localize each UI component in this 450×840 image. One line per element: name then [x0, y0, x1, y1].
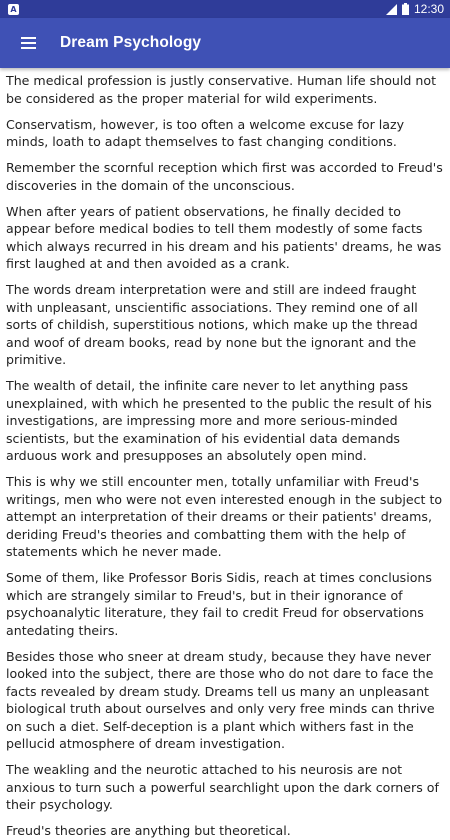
- status-clock: 12:30: [413, 2, 444, 16]
- paragraph: Some of them, like Professor Boris Sidis, reach at times conclusions which are strangely similar to Freud's, but in their ignorance of psychoanalytic literature, they fail to credit Freud for observations antedating theirs.: [6, 570, 432, 638]
- menu-button[interactable]: [0, 18, 56, 68]
- paragraph: The medical profession is justly conservative. Human life should not be considered as the proper material for wild experiments.: [6, 73, 437, 106]
- hamburger-menu-icon: [21, 37, 36, 49]
- paragraph: The wealth of detail, the infinite care never to let anything pass unexplained, with which he presented to the public the result of his investigations, are impressing more and more serious-minded scientists, but the examination of his evidential data demands arduous work and presupposes an absolutely open mind.: [6, 378, 432, 463]
- status-right: [386, 2, 444, 16]
- paragraph: The words dream interpretation were and still are indeed fraught with unpleasant, unscientific associations. They remind one of all sorts of childish, superstitious notions, which make up the thread and woof of dream books, read by none but the ignorant and the primitive.: [6, 282, 418, 367]
- paragraph: When after years of patient observations, he finally decided to appear before medical bodies to tell them modestly of some facts which always recurred in his dream and his patients' dreams, he was first laughed at and then avoided as a crank.: [6, 203, 442, 271]
- paragraph: Besides those who sneer at dream study, because they have never looked into the subject, there are those who do not dare to face the facts revealed by dream study. Dreams tell us many an unpleasant biological truth about ourselves and only very free minds can thrive on such a diet. Self-deception is a plant which withers fast in the pellucid atmosphere of dream investigation.: [6, 648, 435, 751]
- reading-content[interactable]: [0, 68, 450, 838]
- battery-icon: [402, 3, 409, 15]
- paragraph: The weakling and the neurotic attached to his neurosis are not anxious to turn such a powerful searchlight upon the dark corners of their psychology.: [6, 762, 439, 812]
- app-title: Dream Psychology: [60, 34, 202, 51]
- signal-icon: [386, 4, 397, 15]
- paragraph: Freud's theories are anything but theoretical.: [6, 823, 291, 838]
- paragraph: Remember the scornful reception which first was accorded to Freud's discoveries in the domain of the unconscious.: [6, 160, 443, 193]
- status-bar: [0, 0, 450, 18]
- paragraph: This is why we still encounter men, totally unfamiliar with Freud's writings, men who were not even interested enough in the subject to attempt an interpretation of their dreams or their patients' dreams, deriding Freud's theories and combatting them with the help of statements which he never made.: [6, 474, 443, 559]
- status-left: [8, 4, 19, 15]
- notification-icon: A: [8, 4, 19, 15]
- paragraph: Conservatism, however, is too often a welcome excuse for lazy minds, loath to adapt themselves to fast changing conditions.: [6, 116, 405, 149]
- app-bar: [0, 18, 450, 68]
